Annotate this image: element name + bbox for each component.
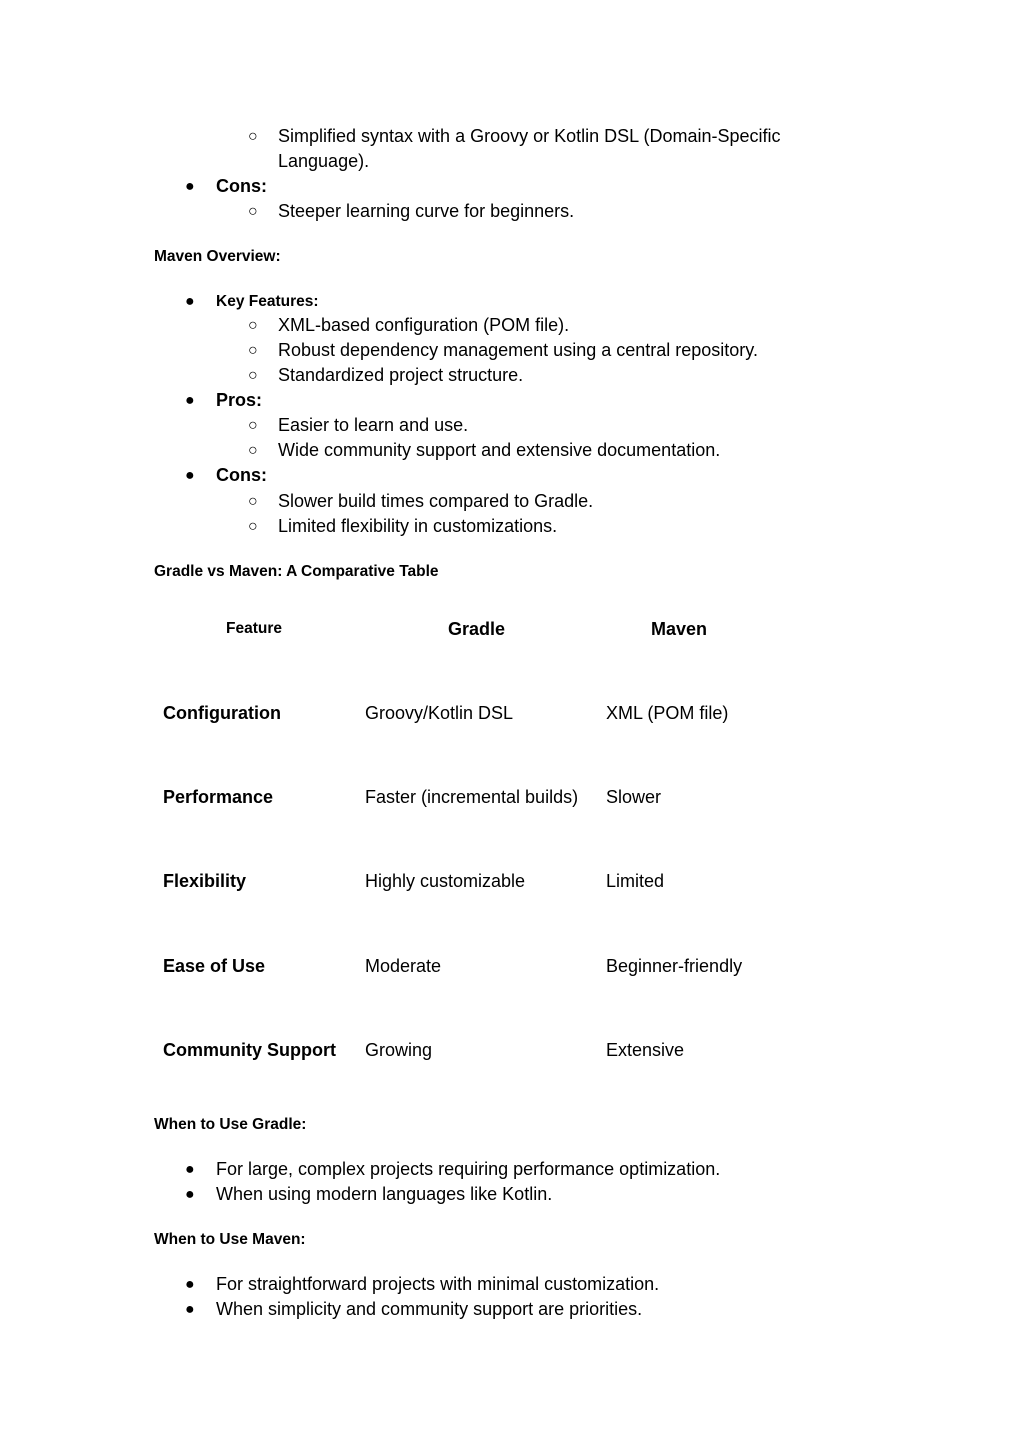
filled-bullet-icon: ● — [185, 1186, 195, 1203]
comparison-heading: Gradle vs Maven: A Comparative Table — [154, 563, 439, 580]
table-header-gradle: Gradle — [448, 619, 506, 639]
filled-bullet-icon: ● — [185, 392, 195, 409]
hollow-bullet-icon: ○ — [248, 417, 258, 434]
filled-bullet-icon: ● — [185, 178, 195, 195]
table-cell-gradle: Growing — [365, 1040, 433, 1060]
hollow-bullet-icon: ○ — [248, 518, 258, 535]
table-cell-feature: Community Support — [163, 1040, 336, 1060]
table-cell-gradle: Groovy/Kotlin DSL — [365, 703, 514, 723]
table-cell-feature: Flexibility — [163, 871, 247, 891]
table-cell-feature: Configuration — [163, 703, 281, 723]
maven-cons-label: Cons: — [216, 465, 267, 485]
maven-pros-item: Easier to learn and use. — [278, 415, 469, 435]
when-maven-item: When simplicity and community support are priorities. — [216, 1299, 643, 1319]
hollow-bullet-icon: ○ — [248, 342, 258, 359]
table-cell-gradle: Moderate — [365, 956, 442, 976]
hollow-bullet-icon: ○ — [248, 493, 258, 510]
maven-key-feature-item: Standardized project structure. — [278, 365, 524, 385]
table-cell-feature: Performance — [163, 787, 274, 807]
table-header-feature: Feature — [226, 620, 282, 637]
maven-cons-item: Limited flexibility in customizations. — [278, 516, 558, 536]
hollow-bullet-icon: ○ — [248, 367, 258, 384]
maven-overview-heading: Maven Overview: — [154, 248, 281, 265]
gradle-pros-item-line1: Simplified syntax with a Groovy or Kotlin DSL (Domain-Specific — [278, 126, 781, 146]
table-cell-maven: XML (POM file) — [606, 703, 729, 723]
when-gradle-item: When using modern languages like Kotlin. — [216, 1184, 553, 1204]
table-cell-maven: Extensive — [606, 1040, 685, 1060]
hollow-bullet-icon: ○ — [248, 317, 258, 334]
maven-key-feature-item: XML-based configuration (POM file). — [278, 315, 570, 335]
table-cell-feature: Ease of Use — [163, 956, 266, 976]
table-header-maven: Maven — [651, 619, 708, 639]
when-maven-item: For straightforward projects with minimal customization. — [216, 1274, 660, 1294]
table-cell-gradle: Highly customizable — [365, 871, 526, 891]
gradle-pros-item-line2: Language). — [278, 151, 370, 171]
table-cell-maven: Beginner-friendly — [606, 956, 743, 976]
filled-bullet-icon: ● — [185, 1301, 195, 1318]
filled-bullet-icon: ● — [185, 467, 195, 484]
when-maven-heading: When to Use Maven: — [154, 1231, 306, 1248]
filled-bullet-icon: ● — [185, 1161, 195, 1178]
table-cell-maven: Limited — [606, 871, 665, 891]
maven-cons-item: Slower build times compared to Gradle. — [278, 491, 594, 511]
filled-bullet-icon: ● — [185, 293, 195, 310]
maven-key-feature-item: Robust dependency management using a central repository. — [278, 340, 758, 360]
gradle-cons-label: Cons: — [216, 176, 267, 196]
when-gradle-item: For large, complex projects requiring performance optimization. — [216, 1159, 721, 1179]
hollow-bullet-icon: ○ — [248, 442, 258, 459]
gradle-cons-item: Steeper learning curve for beginners. — [278, 201, 575, 221]
table-cell-gradle: Faster (incremental builds) — [365, 787, 579, 807]
table-cell-maven: Slower — [606, 787, 662, 807]
maven-key-features-label: Key Features: — [216, 293, 319, 310]
maven-pros-item: Wide community support and extensive documentation. — [278, 440, 721, 460]
filled-bullet-icon: ● — [185, 1276, 195, 1293]
maven-pros-label: Pros: — [216, 390, 263, 410]
hollow-bullet-icon: ○ — [248, 128, 258, 145]
hollow-bullet-icon: ○ — [248, 203, 258, 220]
when-gradle-heading: When to Use Gradle: — [154, 1116, 307, 1133]
